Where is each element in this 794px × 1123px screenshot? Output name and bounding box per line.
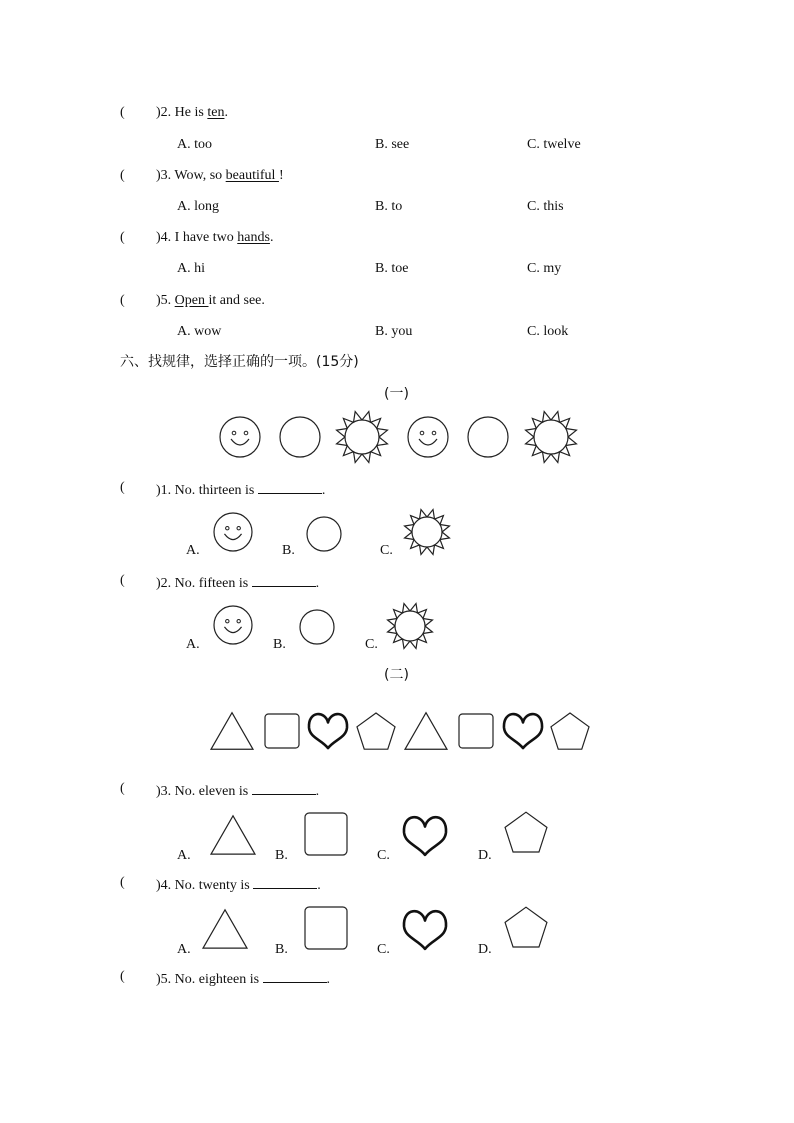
option-c[interactable]: C. look xyxy=(527,324,569,339)
question-text: No. thirteen is xyxy=(174,483,255,498)
answer-paren: ( xyxy=(120,781,125,796)
option-c-label[interactable]: C. xyxy=(377,942,390,957)
question-text: No. fifteen is xyxy=(174,576,249,591)
answer-paren: ( xyxy=(120,168,125,183)
option-c-heart-icon[interactable] xyxy=(404,817,446,855)
question-number: )2. xyxy=(156,576,172,591)
sun-icon xyxy=(526,412,577,463)
option-d-pentagon-icon[interactable] xyxy=(505,812,547,852)
pattern-question-4 xyxy=(156,874,321,895)
question-text-end: . xyxy=(224,105,228,120)
smiley-face-icon xyxy=(220,417,260,457)
answer-blank[interactable] xyxy=(253,874,317,889)
option-b-label[interactable]: B. xyxy=(275,942,288,957)
answer-paren: ( xyxy=(120,573,125,588)
option-c-label[interactable]: C. xyxy=(380,543,393,558)
question-text: I have two xyxy=(174,230,238,245)
option-a-smiley-face-icon[interactable] xyxy=(214,606,252,644)
option-b-circle-icon[interactable] xyxy=(300,610,334,644)
question-text-end: . xyxy=(326,972,331,987)
pattern-question-2 xyxy=(156,572,319,593)
pattern-question-1 xyxy=(156,479,325,500)
option-a-label[interactable]: A. xyxy=(177,848,191,863)
answer-paren: ( xyxy=(120,875,125,890)
option-c-label[interactable]: C. xyxy=(365,637,378,652)
option-b-square-icon[interactable] xyxy=(305,813,347,855)
option-c-sun-icon[interactable] xyxy=(405,510,450,555)
triangle-icon xyxy=(211,713,253,750)
option-d-label[interactable]: D. xyxy=(478,942,492,957)
option-c-label[interactable]: C. xyxy=(377,848,390,863)
question-text-end: . xyxy=(315,576,320,591)
question-text-end: it and see. xyxy=(208,293,265,308)
question-text-end: . xyxy=(315,784,320,799)
option-a-label[interactable]: A. xyxy=(186,637,200,652)
answer-blank[interactable] xyxy=(258,479,322,494)
option-b[interactable]: B. see xyxy=(375,137,410,152)
answer-paren: ( xyxy=(120,480,125,495)
pentagon-icon xyxy=(357,713,395,749)
answer-blank[interactable] xyxy=(252,780,316,795)
option-b[interactable]: B. to xyxy=(375,199,403,214)
part-1-label: (一) xyxy=(384,386,409,402)
pentagon-icon xyxy=(551,713,589,749)
answer-paren: ( xyxy=(120,293,125,308)
option-d-label[interactable]: D. xyxy=(478,848,492,863)
option-d-pentagon-icon[interactable] xyxy=(505,907,547,947)
question-number: )5. xyxy=(156,972,172,987)
question-text: No. twenty is xyxy=(174,878,250,893)
option-a[interactable]: A. long xyxy=(177,199,219,214)
pattern-question-5 xyxy=(156,968,330,989)
option-b-square-icon[interactable] xyxy=(305,907,347,949)
option-a-label[interactable]: A. xyxy=(186,543,200,558)
option-c[interactable]: C. twelve xyxy=(527,137,581,152)
part-2-label: (二) xyxy=(384,667,409,683)
circle-icon xyxy=(280,417,320,457)
smiley-face-icon xyxy=(408,417,448,457)
question-text-end: . xyxy=(269,230,274,245)
question-text: Wow, so xyxy=(174,168,226,183)
option-a[interactable]: A. hi xyxy=(177,261,205,276)
square-icon xyxy=(265,714,299,748)
heart-icon xyxy=(309,714,347,748)
question-number: )3. xyxy=(156,168,172,183)
option-a-label[interactable]: A. xyxy=(177,942,191,957)
square-icon xyxy=(459,714,493,748)
underlined-word: beautiful xyxy=(225,168,279,183)
option-a[interactable]: A. wow xyxy=(177,324,222,339)
question-text-end: ! xyxy=(278,168,284,183)
question-text-end: . xyxy=(321,483,326,498)
question-text: He is xyxy=(174,105,208,120)
question-text: No. eleven is xyxy=(174,784,249,799)
underlined-word: ten xyxy=(207,105,225,120)
question-number: )3. xyxy=(156,784,172,799)
question-number: )4. xyxy=(156,230,172,245)
option-b-circle-icon[interactable] xyxy=(307,517,341,551)
pattern-question-3 xyxy=(156,780,319,801)
question-number: )1. xyxy=(156,483,172,498)
section-6-title: 六、找规律，选择正确的一项。(15分) xyxy=(120,354,359,370)
option-b-label[interactable]: B. xyxy=(282,543,295,558)
question-text: No. eighteen is xyxy=(174,972,260,987)
question-number: )2. xyxy=(156,105,172,120)
question-number: )5. xyxy=(156,293,172,308)
option-b[interactable]: B. toe xyxy=(375,261,409,276)
option-c[interactable]: C. my xyxy=(527,261,562,276)
option-a-triangle-icon[interactable] xyxy=(203,910,247,948)
option-b-label[interactable]: B. xyxy=(273,637,286,652)
answer-paren: ( xyxy=(120,105,125,120)
answer-blank[interactable] xyxy=(252,572,316,587)
heart-icon xyxy=(504,714,542,748)
answer-paren: ( xyxy=(120,230,125,245)
option-c-heart-icon[interactable] xyxy=(404,911,446,949)
option-a[interactable]: A. too xyxy=(177,137,212,152)
answer-blank[interactable] xyxy=(263,968,327,983)
option-a-triangle-icon[interactable] xyxy=(211,816,255,854)
underlined-word: Open xyxy=(174,293,209,308)
option-c[interactable]: C. this xyxy=(527,199,564,214)
sun-icon xyxy=(337,412,388,463)
question-number: )4. xyxy=(156,878,172,893)
underlined-word: hands xyxy=(237,230,270,245)
option-b[interactable]: B. you xyxy=(375,324,413,339)
circle-icon xyxy=(468,417,508,457)
triangle-icon xyxy=(405,713,447,750)
option-c-sun-icon[interactable] xyxy=(388,604,433,649)
answer-paren: ( xyxy=(120,969,125,984)
option-a-smiley-face-icon[interactable] xyxy=(214,513,252,551)
option-b-label[interactable]: B. xyxy=(275,848,288,863)
question-text-end: . xyxy=(317,878,321,893)
